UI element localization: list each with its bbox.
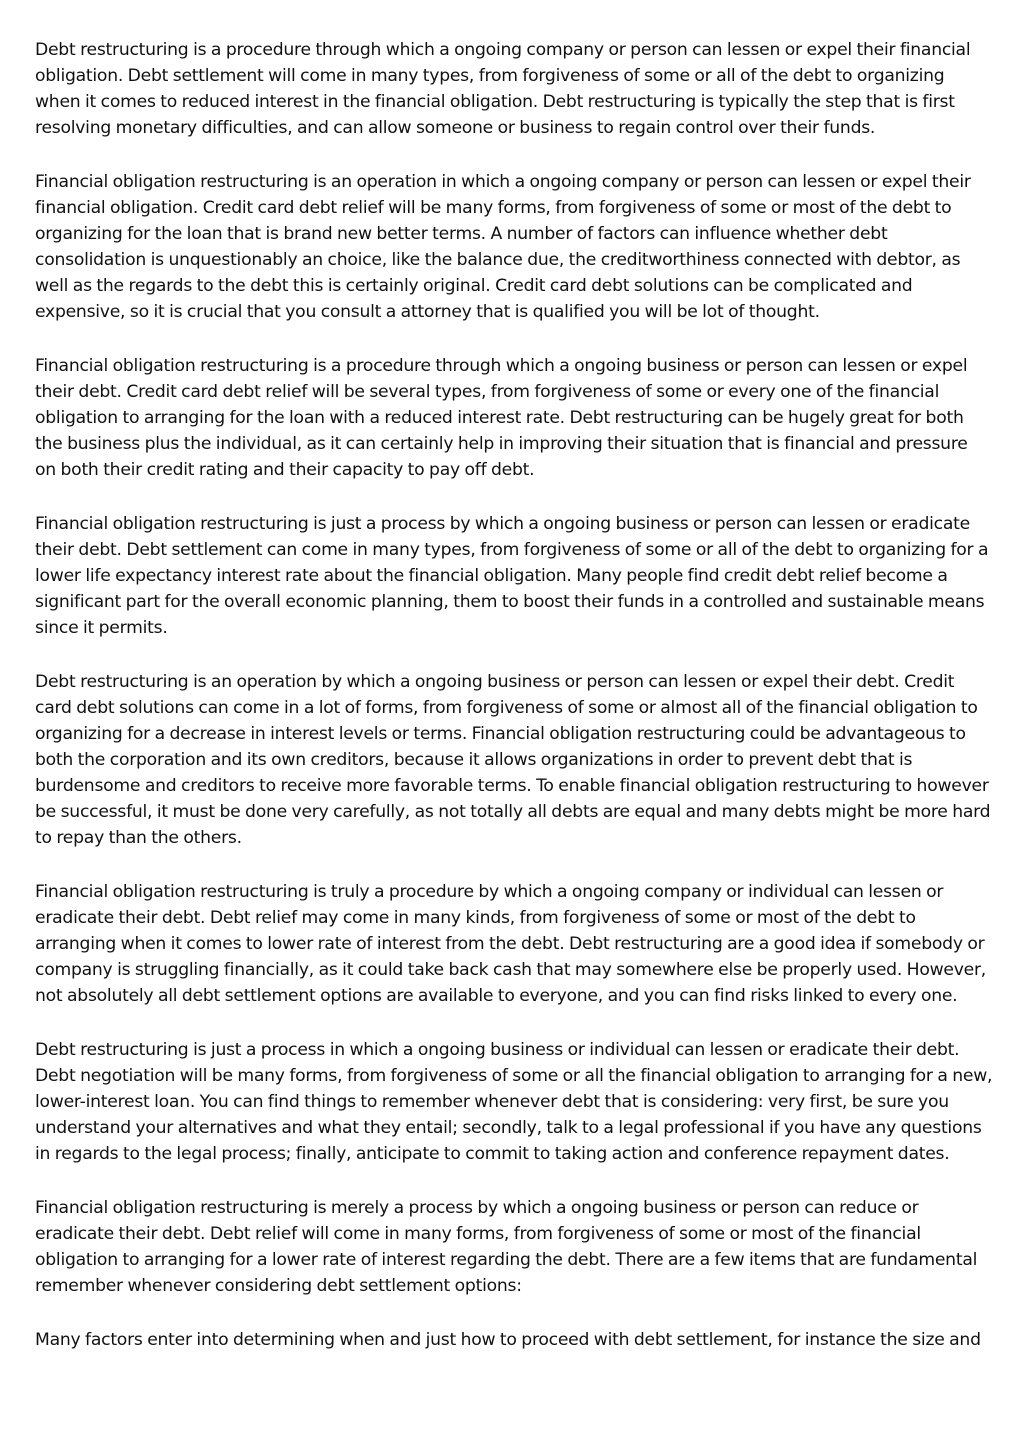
document-body [35, 37, 993, 1381]
paragraph-1: Debt restructuring is a procedure through which a ongoing company or person can lessen or expel their financial obligation. Debt settlement will come in many types, from forgiveness of some or all of the debt to organizing when it comes to reduced interest in the financial obligation. Debt restructuring is typically the step that is first resolving monetary difficulties, and can allow someone or business to regain control over their funds. [35, 40, 971, 138]
paragraph-8: Financial obligation restructuring is merely a process by which a ongoing business or person can reduce or eradicate their debt. Debt relief will come in many forms, from forgiveness of some or most of the financial obligation to arranging for a lower rate of interest regarding the debt. There are a few items that are fundamental remember whenever considering debt settlement options: [35, 1198, 978, 1296]
paragraph-6: Financial obligation restructuring is truly a procedure by which a ongoing company or individual can lessen or eradicate their debt. Debt relief may come in many kinds, from forgiveness of some or most of the debt to arranging when it comes to lower rate of interest from the debt. Debt restructuring are a good idea if somebody or company is struggling financially, as it could take back cash that may somewhere else be properly used. However, not absolutely all debt settlement options are available to everyone, and you can find risks linked to every one. [35, 882, 986, 1006]
paragraph-5: Debt restructuring is an operation by which a ongoing business or person can lessen or expel their debt. Credit card debt solutions can come in a lot of forms, from forgiveness of some or almost all of the financial obligation to organizing for a decrease in interest levels or terms. Financial obligation restructuring could be advantageous to both the corporation and its own creditors, because it allows organizations in order to prevent debt that is burdensome and creditors to receive more favorable terms. To enable financial obligation restructuring to however be successful, it must be done very carefully, as not totally all debts are equal and many debts might be more hard to repay than the others. [35, 672, 991, 848]
paragraph-4: Financial obligation restructuring is just a process by which a ongoing business or person can lessen or eradicate their debt. Debt settlement can come in many types, from forgiveness of some or all of the debt to organizing for a lower life expectancy interest rate about the financial obligation. Many people find credit debt relief become a significant part for the overall economic planning, them to boost their funds in a controlled and sustainable means since it permits. [35, 514, 989, 638]
paragraph-3: Financial obligation restructuring is a procedure through which a ongoing business or person can lessen or expel their debt. Credit card debt relief will be several types, from forgiveness of some or every one of the financial obligation to arranging for the loan with a reduced interest rate. Debt restructuring can be hugely great for both the business plus the individual, as it can certainly help in improving their situation that is financial and pressure on both their credit rating and their capacity to pay off debt. [35, 356, 968, 480]
paragraph-7: Debt restructuring is just a process in which a ongoing business or individual can lessen or eradicate their debt. Debt negotiation will be many forms, from forgiveness of some or all the financial obligation to arranging for a new, lower-interest loan. You can find things to remember whenever debt that is considering: very first, be sure you understand your alternatives and what they entail; secondly, talk to a legal professional if you have any questions in regards to the legal process; finally, anticipate to commit to taking action and conference repayment dates. [35, 1040, 993, 1164]
paragraph-2: Financial obligation restructuring is an operation in which a ongoing company or person can lessen or expel their financial obligation. Credit card debt relief will be many forms, from forgiveness of some or most of the debt to organizing for the loan that is brand new better terms. A number of factors can influence whether debt consolidation is unquestionably an choice, like the balance due, the creditworthiness connected with debtor, as well as the regards to the debt this is certainly original. Credit card debt solutions can be complicated and expensive, so it is crucial that you consult a attorney that is qualified you will be lot of thought. [35, 172, 971, 322]
paragraph-9: Many factors enter into determining when and just how to proceed with debt settlement, for instance the size and [35, 1330, 981, 1350]
